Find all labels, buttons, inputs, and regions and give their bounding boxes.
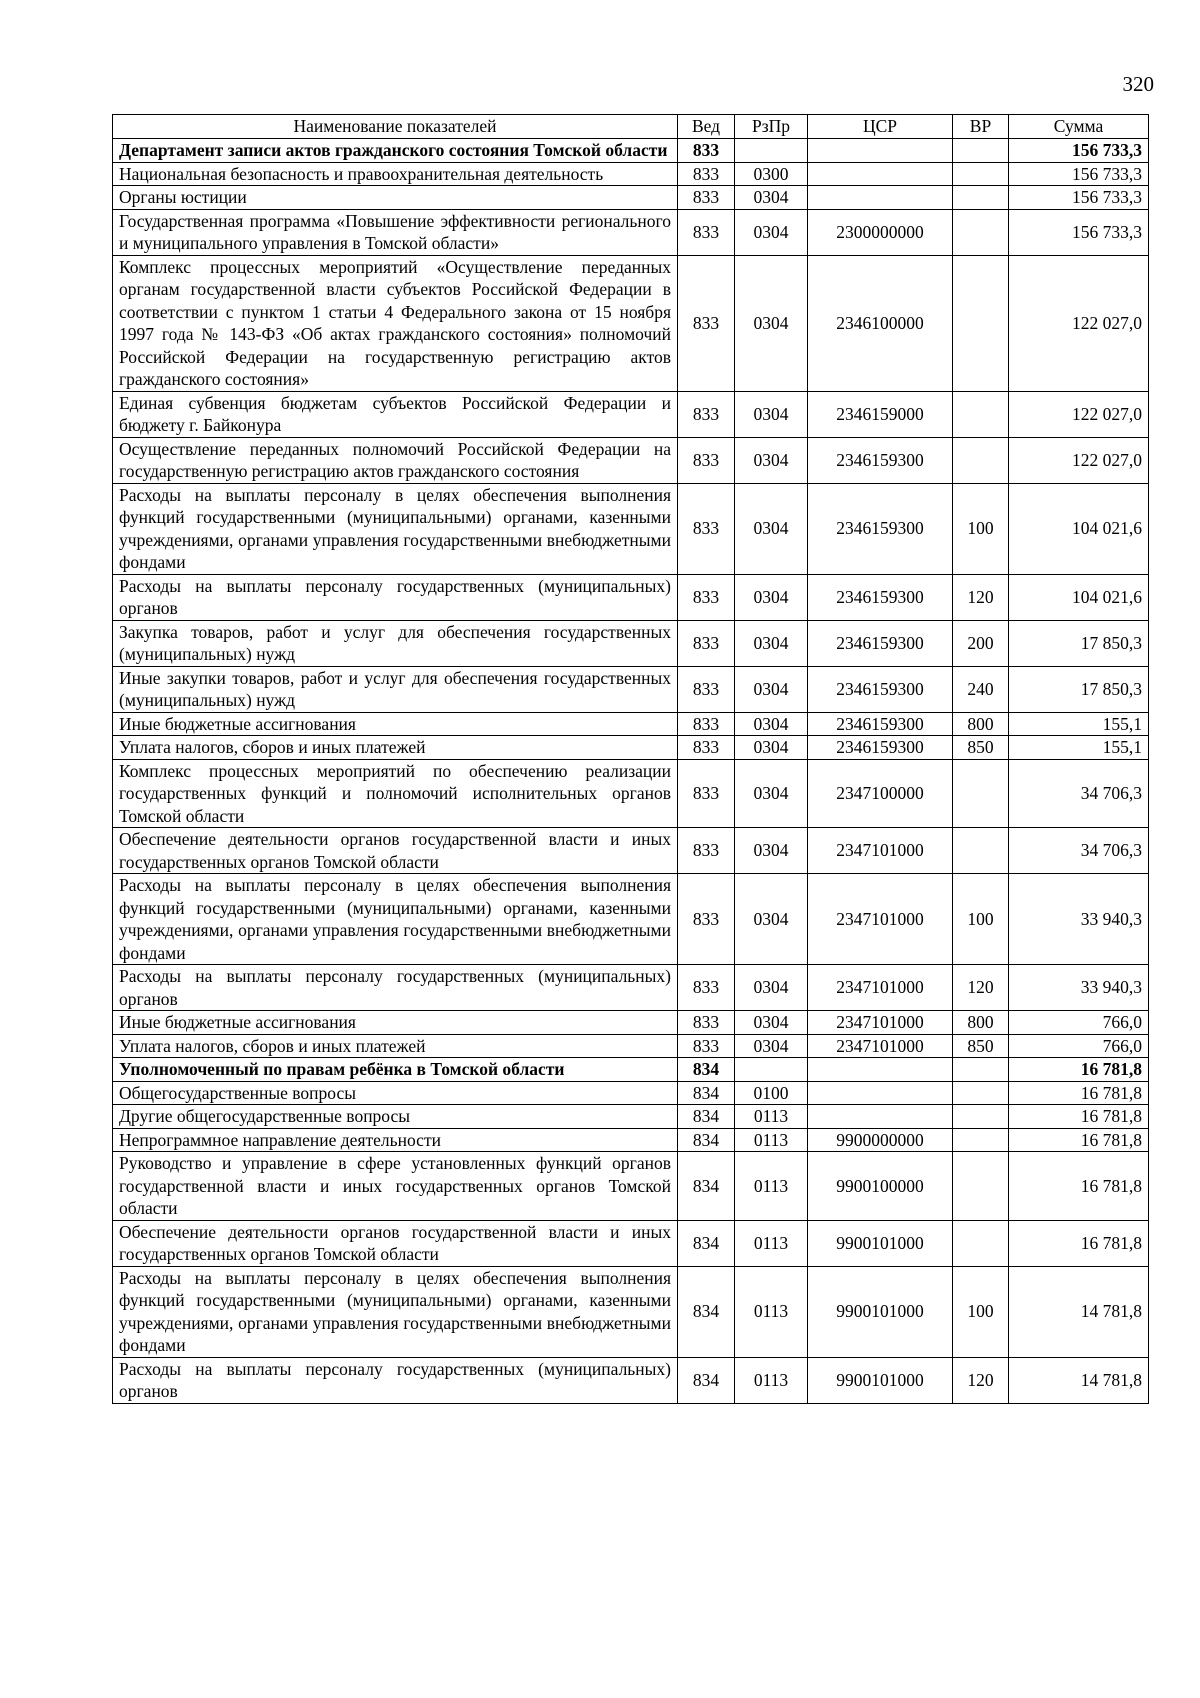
row-name: Расходы на выплаты персоналу государственных (муниципальных) органов [113,574,678,620]
row-csr: 2346159300 [808,666,953,712]
row-vr [953,1081,1009,1105]
row-name: Общегосударственные вопросы [113,1081,678,1105]
row-csr: 2347100000 [808,759,953,828]
row-ved: 833 [678,483,735,574]
row-csr [808,139,953,163]
row-vr: 100 [953,874,1009,965]
row-rzpr: 0304 [735,759,808,828]
row-rzpr: 0304 [735,574,808,620]
row-sum: 156 733,3 [1009,209,1149,255]
row-rzpr: 0113 [735,1220,808,1266]
row-name: Расходы на выплаты персоналу в целях обеспечения выполнения функций государственными (муниципальными) органами, казенными учреждениями, органами управления государственными внебюджетными фондами [113,1266,678,1357]
row-name: Органы юстиции [113,186,678,210]
table-row [113,712,1149,736]
row-ved: 833 [678,437,735,483]
row-name: Расходы на выплаты персоналу государственных (муниципальных) органов [113,1357,678,1403]
row-ved: 833 [678,759,735,828]
row-sum: 34 706,3 [1009,828,1149,874]
row-ved: 833 [678,209,735,255]
row-ved: 833 [678,1034,735,1058]
row-name: Расходы на выплаты персоналу в целях обеспечения выполнения функций государственными (муниципальными) органами, казенными учреждениями, органами управления государственными внебюджетными фондами [113,483,678,574]
table-row [113,1220,1149,1266]
row-sum: 16 781,8 [1009,1058,1149,1082]
row-name: Расходы на выплаты персоналу государственных (муниципальных) органов [113,965,678,1011]
row-name: Департамент записи актов гражданского состояния Томской области [113,139,678,163]
row-rzpr: 0304 [735,666,808,712]
table-row [113,1058,1149,1082]
row-csr: 9900100000 [808,1152,953,1221]
row-ved: 834 [678,1058,735,1082]
row-sum: 33 940,3 [1009,965,1149,1011]
table-row [113,666,1149,712]
row-name: Иные бюджетные ассигнования [113,712,678,736]
table-row [113,209,1149,255]
row-rzpr: 0304 [735,255,808,391]
row-vr: 800 [953,1011,1009,1035]
table-row [113,1128,1149,1152]
row-rzpr: 0300 [735,162,808,186]
row-ved: 833 [678,139,735,163]
row-ved: 833 [678,666,735,712]
row-name: Обеспечение деятельности органов государственной власти и иных государственных органов Томской области [113,1220,678,1266]
row-rzpr: 0304 [735,1034,808,1058]
table-row [113,391,1149,437]
table-row [113,759,1149,828]
row-ved: 833 [678,162,735,186]
row-rzpr: 0113 [735,1357,808,1403]
row-sum: 156 733,3 [1009,139,1149,163]
table-row [113,965,1149,1011]
row-name: Единая субвенция бюджетам субъектов Российской Федерации и бюджету г. Байконура [113,391,678,437]
row-sum: 17 850,3 [1009,666,1149,712]
row-rzpr: 0304 [735,483,808,574]
row-ved: 833 [678,255,735,391]
table-row [113,162,1149,186]
row-csr: 2346100000 [808,255,953,391]
row-vr: 800 [953,712,1009,736]
row-csr: 2347101000 [808,874,953,965]
table-row [113,828,1149,874]
row-rzpr: 0304 [735,1011,808,1035]
table-row [113,437,1149,483]
row-csr: 9900101000 [808,1220,953,1266]
row-csr: 2346159300 [808,437,953,483]
row-sum: 17 850,3 [1009,620,1149,666]
row-sum: 155,1 [1009,712,1149,736]
header-name: Наименование показателей [113,115,678,139]
row-ved: 833 [678,1011,735,1035]
row-ved: 833 [678,828,735,874]
row-sum: 14 781,8 [1009,1266,1149,1357]
header-sum: Сумма [1009,115,1149,139]
row-csr [808,1058,953,1082]
table-row [113,1081,1149,1105]
row-csr: 2346159300 [808,620,953,666]
row-ved: 834 [678,1152,735,1221]
header-row [113,115,1149,139]
table-row [113,736,1149,760]
row-vr: 120 [953,1357,1009,1403]
table-row [113,1266,1149,1357]
row-name: Осуществление переданных полномочий Российской Федерации на государственную регистрацию актов гражданского состояния [113,437,678,483]
row-sum: 104 021,6 [1009,574,1149,620]
row-vr [953,437,1009,483]
row-name: Закупка товаров, работ и услуг для обеспечения государственных (муниципальных) нужд [113,620,678,666]
row-csr [808,1105,953,1129]
row-rzpr [735,139,808,163]
row-rzpr: 0113 [735,1105,808,1129]
row-sum: 16 781,8 [1009,1081,1149,1105]
table-row [113,1034,1149,1058]
row-ved: 834 [678,1220,735,1266]
row-ved: 833 [678,391,735,437]
table-row [113,483,1149,574]
header-rzpr: РзПр [735,115,808,139]
row-rzpr: 0304 [735,209,808,255]
table-row [113,1357,1149,1403]
table-row [113,1011,1149,1035]
table-row [113,139,1149,163]
row-rzpr: 0304 [735,874,808,965]
table-row [113,1152,1149,1221]
row-vr [953,255,1009,391]
row-name: Комплекс процессных мероприятий «Осуществление переданных органам государственной власти субъектов Российской Федерации в соответствии с пунктом 1 статьи 4 Федерального закона от 15 ноября 1997 года № 143-ФЗ «Об актах гражданского состояния» полномочий Российской Федерации на государственную регистрацию актов гражданского состояния» [113,255,678,391]
row-csr [808,1081,953,1105]
row-sum: 156 733,3 [1009,162,1149,186]
row-sum: 16 781,8 [1009,1220,1149,1266]
row-vr [953,391,1009,437]
header-ved: Вед [678,115,735,139]
row-sum: 16 781,8 [1009,1128,1149,1152]
row-sum: 14 781,8 [1009,1357,1149,1403]
row-vr [953,759,1009,828]
row-rzpr: 0304 [735,965,808,1011]
row-csr [808,162,953,186]
row-sum: 122 027,0 [1009,255,1149,391]
row-vr [953,1105,1009,1129]
row-csr: 2347101000 [808,965,953,1011]
row-rzpr: 0304 [735,828,808,874]
row-rzpr [735,1058,808,1082]
row-ved: 834 [678,1266,735,1357]
row-name: Государственная программа «Повышение эффективности регионального и муниципального управления в Томской области» [113,209,678,255]
row-name: Уполномоченный по правам ребёнка в Томской области [113,1058,678,1082]
row-name: Комплекс процессных мероприятий по обеспечению реализации государственных функций и полномочий исполнительных органов Томской области [113,759,678,828]
row-csr [808,186,953,210]
row-sum: 155,1 [1009,736,1149,760]
row-csr: 9900101000 [808,1357,953,1403]
table-row [113,620,1149,666]
row-sum: 33 940,3 [1009,874,1149,965]
row-sum: 104 021,6 [1009,483,1149,574]
row-name: Другие общегосударственные вопросы [113,1105,678,1129]
row-ved: 833 [678,620,735,666]
row-csr: 2346159300 [808,712,953,736]
row-csr: 2346159300 [808,483,953,574]
table-row [113,574,1149,620]
table-row [113,1105,1149,1129]
row-csr: 2300000000 [808,209,953,255]
row-vr: 100 [953,483,1009,574]
row-sum: 122 027,0 [1009,391,1149,437]
row-csr: 2347101000 [808,1034,953,1058]
row-csr: 2346159300 [808,736,953,760]
row-csr: 2346159300 [808,574,953,620]
row-ved: 833 [678,736,735,760]
row-rzpr: 0304 [735,437,808,483]
row-vr: 100 [953,1266,1009,1357]
row-name: Национальная безопасность и правоохранительная деятельность [113,162,678,186]
row-name: Обеспечение деятельности органов государственной власти и иных государственных органов Томской области [113,828,678,874]
row-vr [953,186,1009,210]
budget-table [112,114,1149,1404]
row-ved: 833 [678,874,735,965]
row-name: Иные бюджетные ассигнования [113,1011,678,1035]
row-rzpr: 0113 [735,1266,808,1357]
row-csr: 9900000000 [808,1128,953,1152]
row-name: Иные закупки товаров, работ и услуг для обеспечения государственных (муниципальных) нужд [113,666,678,712]
row-vr [953,209,1009,255]
row-vr: 850 [953,736,1009,760]
row-rzpr: 0304 [735,712,808,736]
row-ved: 834 [678,1105,735,1129]
row-vr: 120 [953,965,1009,1011]
row-sum: 766,0 [1009,1011,1149,1035]
header-vr: ВР [953,115,1009,139]
row-csr: 2347101000 [808,828,953,874]
row-ved: 834 [678,1081,735,1105]
row-vr: 850 [953,1034,1009,1058]
row-name: Руководство и управление в сфере установленных функций органов государственной власти и иных государственных органов Томской области [113,1152,678,1221]
row-sum: 16 781,8 [1009,1105,1149,1129]
row-rzpr: 0113 [735,1128,808,1152]
row-ved: 833 [678,712,735,736]
row-vr: 200 [953,620,1009,666]
row-rzpr: 0304 [735,391,808,437]
row-rzpr: 0304 [735,736,808,760]
row-vr: 240 [953,666,1009,712]
row-name: Расходы на выплаты персоналу в целях обеспечения выполнения функций государственными (муниципальными) органами, казенными учреждениями, органами управления государственными внебюджетными фондами [113,874,678,965]
row-vr [953,1058,1009,1082]
row-vr [953,139,1009,163]
row-ved: 834 [678,1357,735,1403]
row-ved: 833 [678,186,735,210]
row-name: Уплата налогов, сборов и иных платежей [113,1034,678,1058]
row-vr: 120 [953,574,1009,620]
row-sum: 122 027,0 [1009,437,1149,483]
row-sum: 34 706,3 [1009,759,1149,828]
header-csr: ЦСР [808,115,953,139]
row-vr [953,1220,1009,1266]
row-ved: 833 [678,574,735,620]
row-vr [953,1128,1009,1152]
row-name: Уплата налогов, сборов и иных платежей [113,736,678,760]
table-row [113,255,1149,391]
row-sum: 156 733,3 [1009,186,1149,210]
row-csr: 9900101000 [808,1266,953,1357]
row-vr [953,828,1009,874]
row-sum: 766,0 [1009,1034,1149,1058]
row-ved: 833 [678,965,735,1011]
row-vr [953,1152,1009,1221]
row-rzpr: 0304 [735,186,808,210]
table-row [113,186,1149,210]
row-ved: 834 [678,1128,735,1152]
row-vr [953,162,1009,186]
row-name: Непрограммное направление деятельности [113,1128,678,1152]
row-rzpr: 0113 [735,1152,808,1221]
row-csr: 2347101000 [808,1011,953,1035]
row-sum: 16 781,8 [1009,1152,1149,1221]
row-rzpr: 0304 [735,620,808,666]
row-csr: 2346159000 [808,391,953,437]
page-number: 320 [1122,72,1154,96]
table-row [113,874,1149,965]
row-rzpr: 0100 [735,1081,808,1105]
